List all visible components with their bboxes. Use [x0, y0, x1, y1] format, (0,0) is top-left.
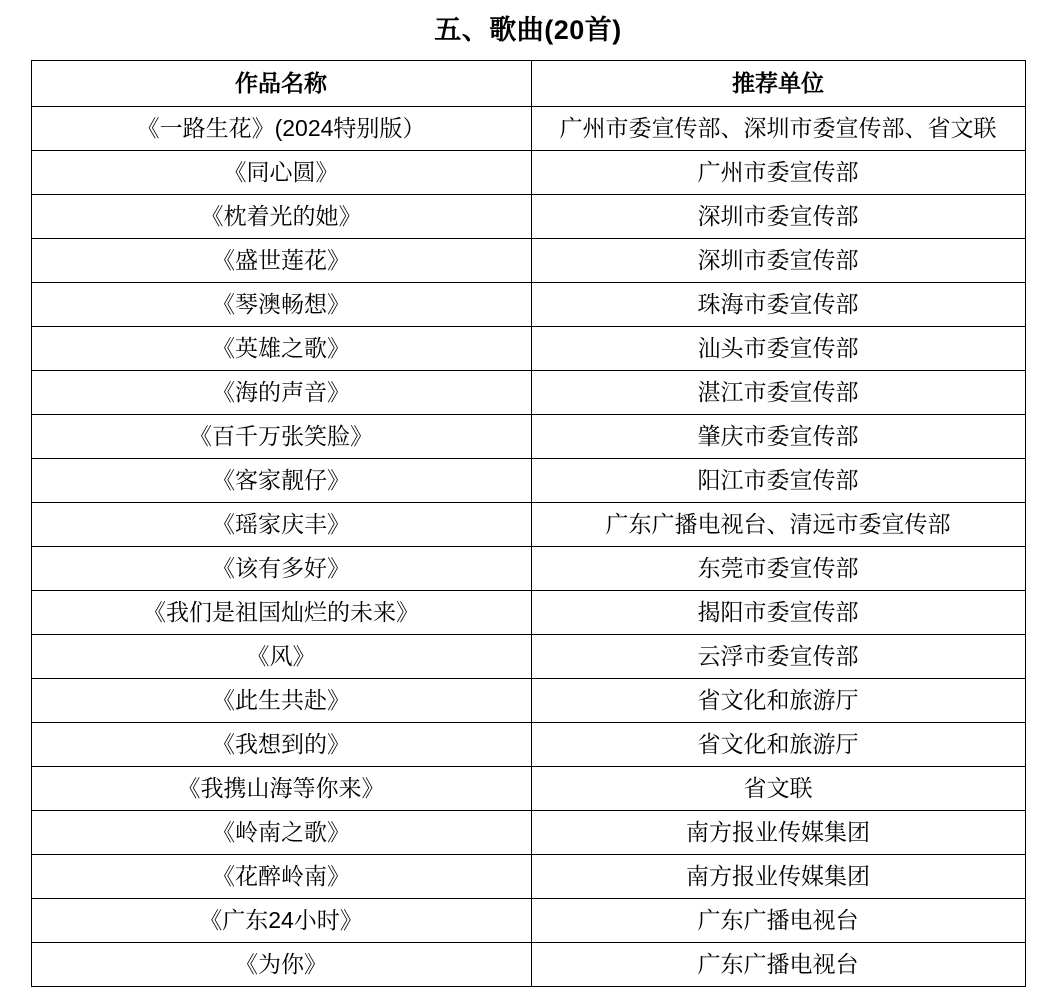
cell-recommending-unit: 东莞市委宣传部: [531, 547, 1025, 591]
cell-work-name: 《海的声音》: [31, 371, 531, 415]
cell-recommending-unit: 深圳市委宣传部: [531, 239, 1025, 283]
column-header-recommending-unit: 推荐单位: [531, 61, 1025, 107]
table-body: [31, 107, 1025, 987]
table-row: [31, 767, 1025, 811]
cell-work-name: 《此生共赴》: [31, 679, 531, 723]
table-row: [31, 635, 1025, 679]
cell-recommending-unit: 深圳市委宣传部: [531, 195, 1025, 239]
cell-recommending-unit: 汕头市委宣传部: [531, 327, 1025, 371]
cell-recommending-unit: 广东广播电视台: [531, 899, 1025, 943]
table-header-row: [31, 61, 1025, 107]
cell-work-name: 《岭南之歌》: [31, 811, 531, 855]
table-row: [31, 151, 1025, 195]
song-list-table: [31, 60, 1026, 987]
cell-work-name: 《瑶家庆丰》: [31, 503, 531, 547]
cell-work-name: 《为你》: [31, 943, 531, 987]
cell-recommending-unit: 广东广播电视台: [531, 943, 1025, 987]
column-header-work-name: 作品名称: [31, 61, 531, 107]
table-row: [31, 371, 1025, 415]
table-row: [31, 327, 1025, 371]
table-row: [31, 195, 1025, 239]
cell-recommending-unit: 阳江市委宣传部: [531, 459, 1025, 503]
cell-work-name: 《百千万张笑脸》: [31, 415, 531, 459]
cell-work-name: 《琴澳畅想》: [31, 283, 531, 327]
page-title: 五、歌曲(20首): [434, 15, 622, 45]
table-row: [31, 239, 1025, 283]
cell-work-name: 《广东24小时》: [31, 899, 531, 943]
cell-recommending-unit: 南方报业传媒集团: [531, 811, 1025, 855]
cell-work-name: 《同心圆》: [31, 151, 531, 195]
cell-recommending-unit: 揭阳市委宣传部: [531, 591, 1025, 635]
table-row: [31, 415, 1025, 459]
table-header: [31, 61, 1025, 107]
cell-work-name: 《该有多好》: [31, 547, 531, 591]
table-row: [31, 943, 1025, 987]
cell-recommending-unit: 广州市委宣传部、深圳市委宣传部、省文联: [531, 107, 1025, 151]
cell-work-name: 《我们是祖国灿烂的未来》: [31, 591, 531, 635]
cell-work-name: 《我想到的》: [31, 723, 531, 767]
table-row: [31, 899, 1025, 943]
cell-recommending-unit: 肇庆市委宣传部: [531, 415, 1025, 459]
table-row: [31, 107, 1025, 151]
cell-recommending-unit: 南方报业传媒集团: [531, 855, 1025, 899]
table-row: [31, 459, 1025, 503]
cell-work-name: 《我携山海等你来》: [31, 767, 531, 811]
cell-recommending-unit: 省文化和旅游厅: [531, 723, 1025, 767]
cell-work-name: 《风》: [31, 635, 531, 679]
table-row: [31, 547, 1025, 591]
table-row: [31, 679, 1025, 723]
cell-recommending-unit: 珠海市委宣传部: [531, 283, 1025, 327]
cell-recommending-unit: 云浮市委宣传部: [531, 635, 1025, 679]
cell-work-name: 《花醉岭南》: [31, 855, 531, 899]
cell-work-name: 《一路生花》(2024特别版）: [31, 107, 531, 151]
table-row: [31, 855, 1025, 899]
table-row: [31, 503, 1025, 547]
table-row: [31, 591, 1025, 635]
cell-recommending-unit: 省文联: [531, 767, 1025, 811]
cell-work-name: 《盛世莲花》: [31, 239, 531, 283]
table-row: [31, 811, 1025, 855]
cell-work-name: 《英雄之歌》: [31, 327, 531, 371]
cell-work-name: 《枕着光的她》: [31, 195, 531, 239]
table-row: [31, 283, 1025, 327]
cell-recommending-unit: 广州市委宣传部: [531, 151, 1025, 195]
table-row: [31, 723, 1025, 767]
cell-work-name: 《客家靓仔》: [31, 459, 531, 503]
cell-recommending-unit: 省文化和旅游厅: [531, 679, 1025, 723]
cell-recommending-unit: 广东广播电视台、清远市委宣传部: [531, 503, 1025, 547]
cell-recommending-unit: 湛江市委宣传部: [531, 371, 1025, 415]
